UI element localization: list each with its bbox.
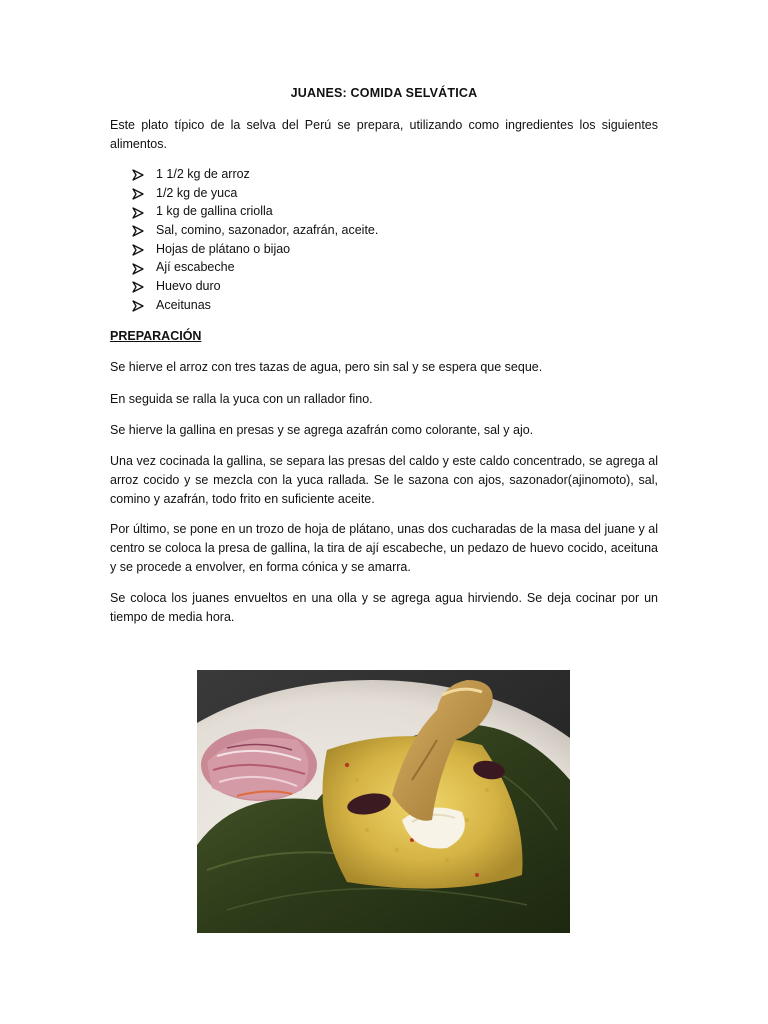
preparation-heading: PREPARACIÓN (110, 329, 202, 343)
preparation-paragraph: Se hierve el arroz con tres tazas de agua, pero sin sal y se espera que seque. (110, 360, 543, 374)
list-item (132, 202, 378, 221)
arrowhead-bullet-icon (132, 262, 156, 274)
list-item (132, 296, 378, 315)
preparation-paragraph: Por último, se pone en un trozo de hoja de plátano, unas dos cucharadas de la masa del juane y al centro se coloca la presa de gallina, la tira de ají escabeche, un pedazo de huevo cocido, aceituna y se procede a envolver, en forma cónica y se amarra. (110, 522, 658, 574)
preparation-paragraph: Una vez cocinada la gallina, se separa las presas del caldo y este caldo concentrado, se agrega al arroz cocido y se mezcla con la yuca rallada. Se le sazona con ajos, sazonador(ajinomoto), sal, comino y azafrán, todo frito en suficiente aceite. (110, 454, 658, 506)
list-item (132, 165, 378, 184)
intro-paragraph: Este plato típico de la selva del Perú se prepara, utilizando como ingredientes los siguientes alimentos. (110, 118, 658, 151)
preparation-paragraph: Se hierve la gallina en presas y se agrega azafrán como colorante, sal y ajo. (110, 423, 534, 437)
arrowhead-bullet-icon (132, 299, 156, 311)
arrowhead-bullet-icon (132, 168, 156, 180)
list-item (132, 240, 378, 259)
ingredient-label: 1 kg de gallina criolla (156, 204, 273, 219)
preparation-paragraph: Se coloca los juanes envueltos en una olla y se agrega agua hirviendo. Se deja cocinar por un tiempo de media hora. (110, 591, 658, 624)
ingredient-label: Sal, comino, sazonador, azafrán, aceite. (156, 223, 379, 238)
list-item (132, 221, 378, 240)
arrowhead-bullet-icon (132, 206, 156, 218)
arrowhead-bullet-icon (132, 243, 156, 255)
list-item (132, 277, 378, 296)
onion-salad (201, 729, 317, 801)
arrowhead-bullet-icon (132, 280, 156, 292)
ingredient-label: Hojas de plátano o bijao (156, 241, 291, 256)
ingredient-label: 1/2 kg de yuca (156, 185, 238, 200)
ingredient-label: Ají escabeche (156, 260, 235, 275)
list-item (132, 258, 378, 277)
arrowhead-bullet-icon (132, 187, 156, 199)
arrowhead-bullet-icon (132, 224, 156, 236)
preparation-paragraph: En seguida se ralla la yuca con un rallador fino. (110, 392, 373, 406)
juane-dish-photo (197, 670, 570, 933)
document-title: JUANES: COMIDA SELVÁTICA (290, 86, 478, 100)
ingredient-list (132, 165, 378, 315)
ingredient-label: 1 1/2 kg de arroz (156, 167, 250, 181)
ingredient-label: Huevo duro (156, 279, 221, 294)
ingredient-label: Aceitunas (156, 297, 211, 312)
list-item (132, 184, 378, 203)
